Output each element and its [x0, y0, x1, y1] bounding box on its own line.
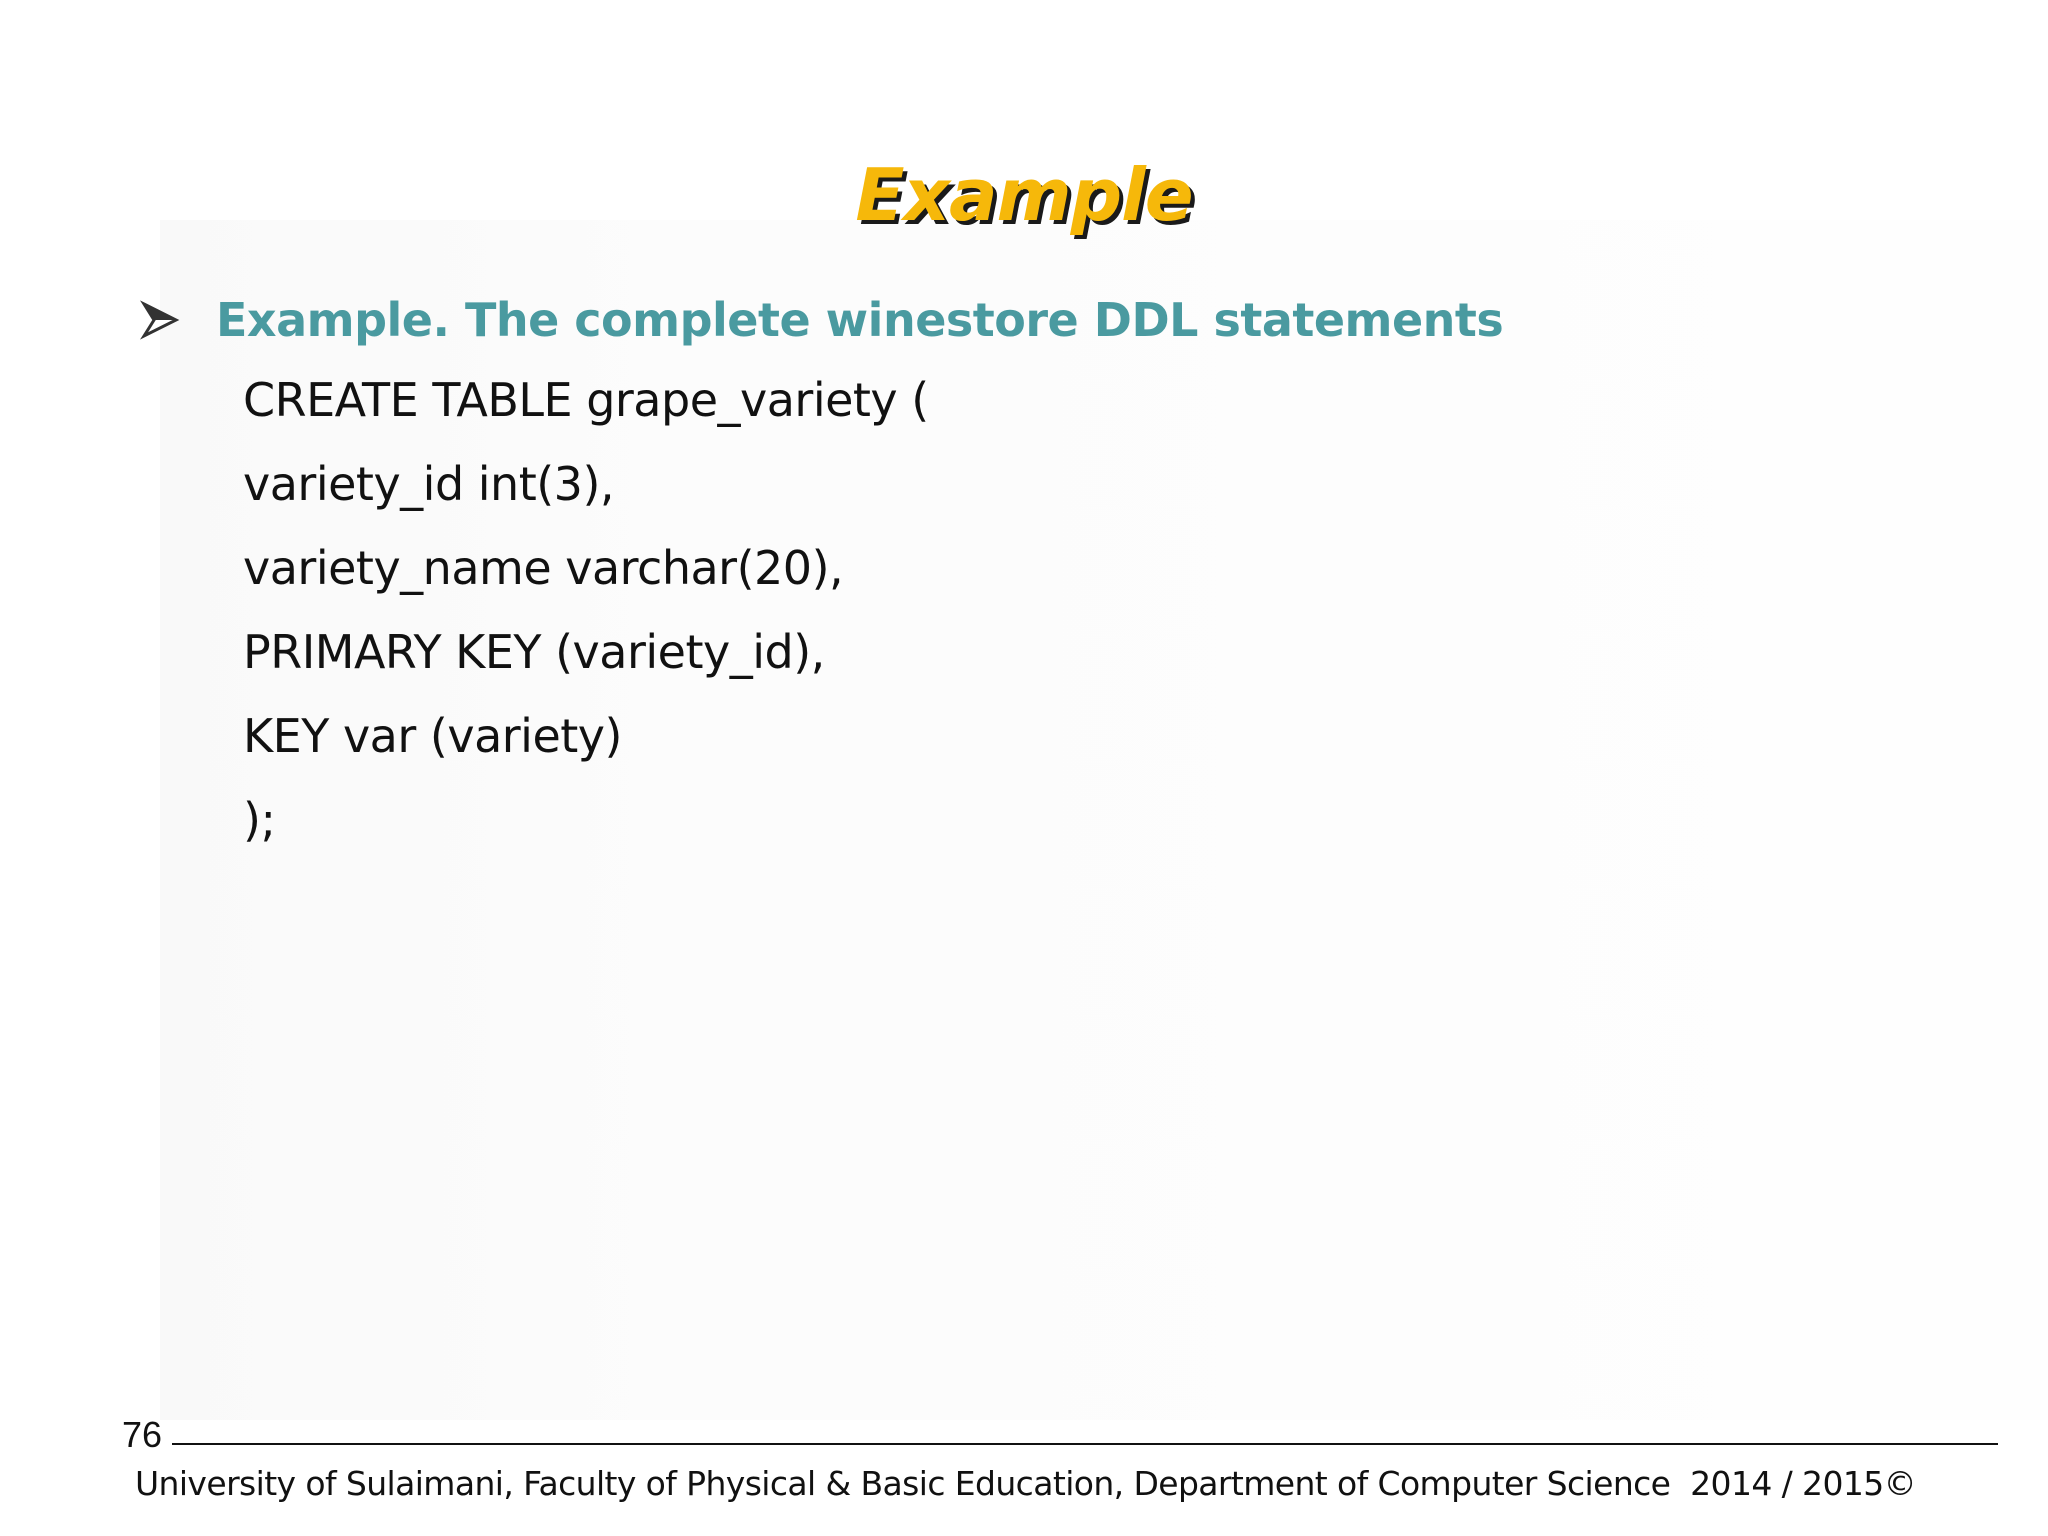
bullet-text: Example. The complete winestore DDL statements — [216, 293, 1504, 347]
bullet-item — [140, 290, 1503, 350]
code-line: CREATE TABLE grape_variety ( — [243, 373, 929, 427]
code-line: ); — [243, 793, 276, 847]
code-line: variety_id int(3), — [243, 457, 615, 511]
ddl-code-block — [243, 358, 929, 862]
code-line: PRIMARY KEY (variety_id), — [243, 625, 825, 679]
page-number: 76 — [122, 1414, 163, 1455]
footer-text: University of Sulaimani, Faculty of Physical & Basic Education, Department of Computer Science 2014 / 2015© — [135, 1464, 1917, 1503]
slide-title: Example — [855, 153, 1193, 237]
arrow-bullet-icon — [140, 300, 180, 340]
code-line: KEY var (variety) — [243, 709, 622, 763]
footer-divider — [172, 1443, 1998, 1445]
code-line: variety_name varchar(20), — [243, 541, 844, 595]
